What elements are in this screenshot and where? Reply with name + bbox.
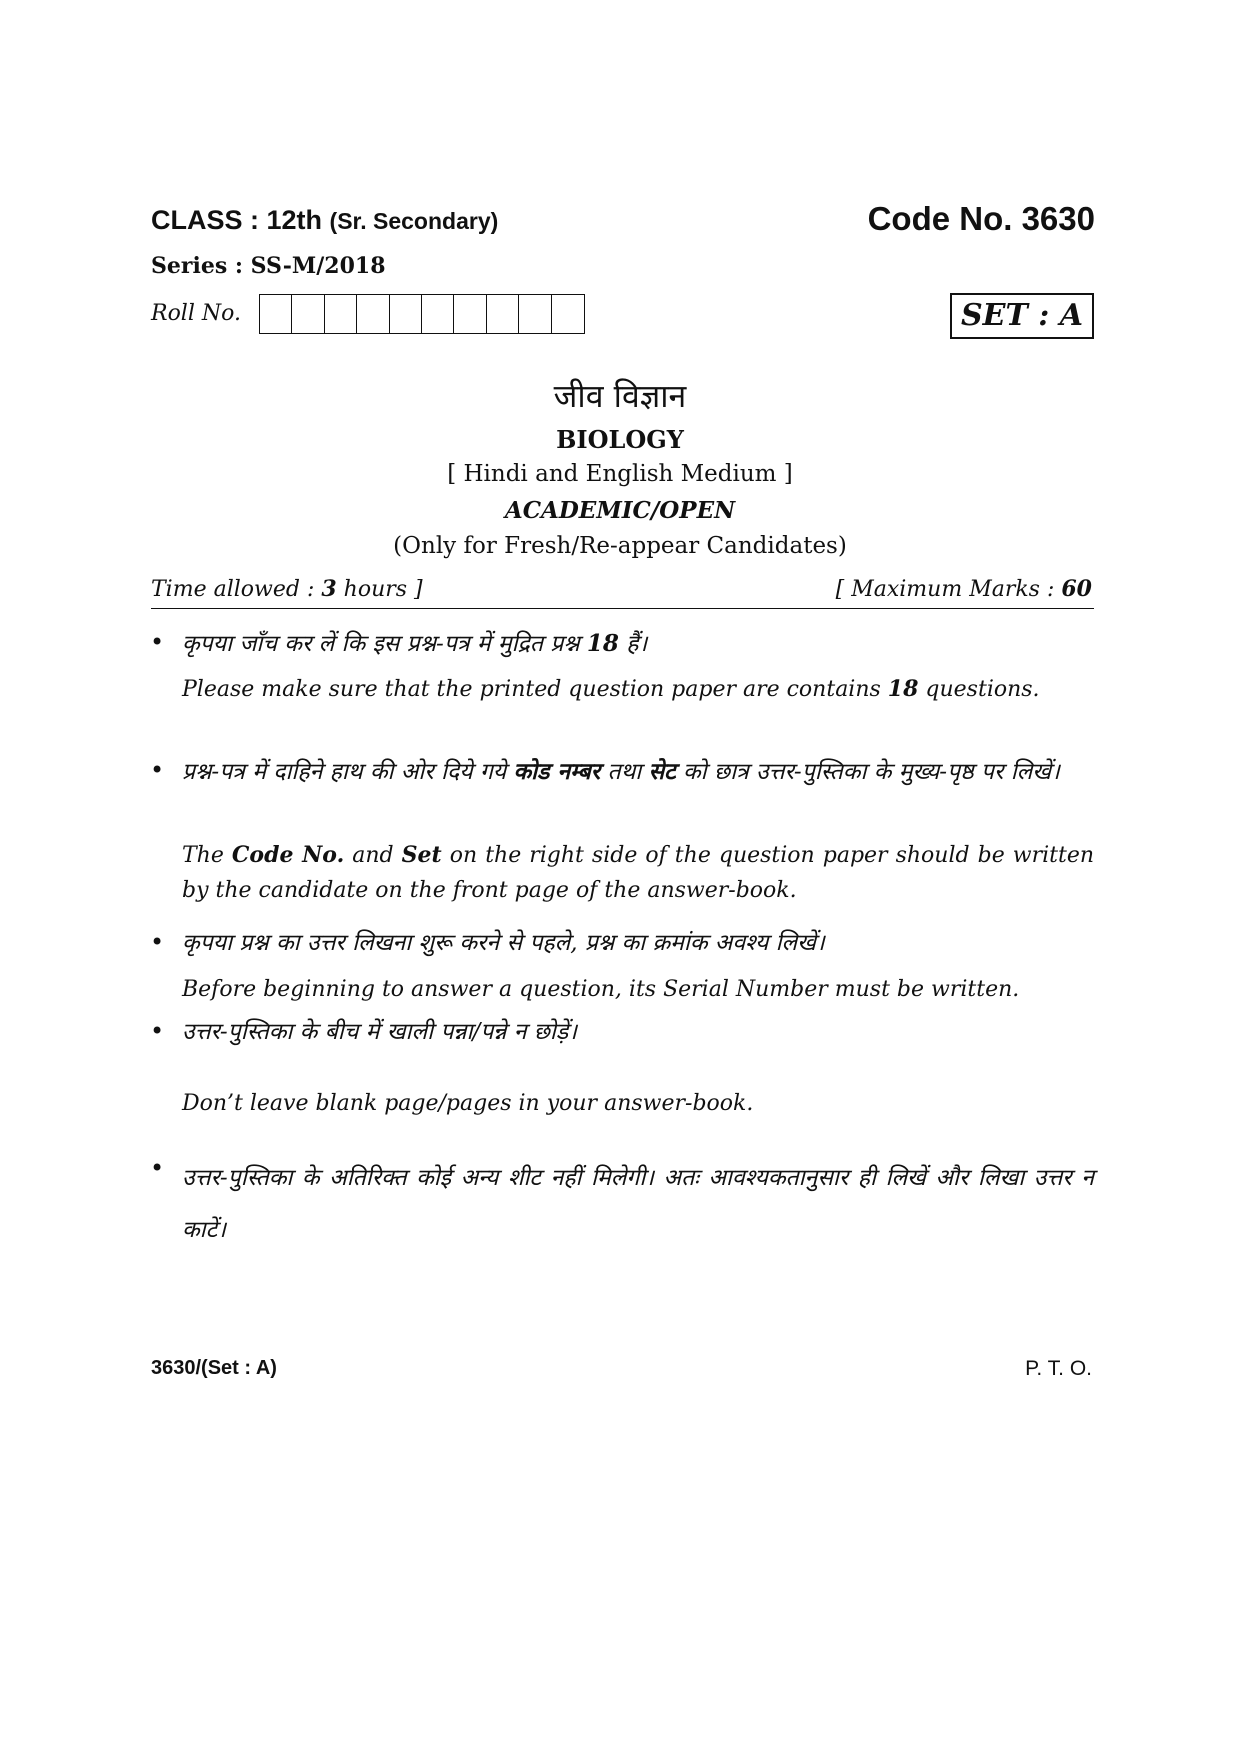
instruction-1-english: Please make sure that the printed question paper are contains 18 questions. — [182, 676, 1040, 702]
instruction-2-hindi: प्रश्न-पत्र में दाहिने हाथ की ओर दिये गये कोड नम्बर तथा सेट को छात्र उत्तर-पुस्तिका के मुख्य-पृष्ठ पर लिखें। — [182, 758, 1060, 785]
candidates-label: (Only for Fresh/Re-appear Candidates) — [393, 533, 847, 559]
instruction-4-english: Don’t leave blank page/pages in your answer-book. — [182, 1091, 754, 1116]
class-label: CLASS : 12th (Sr. Secondary) — [151, 205, 499, 235]
instruction-3-english: Before beginning to answer a question, its Serial Number must be written. — [182, 977, 1020, 1002]
maximum-marks: [ Maximum Marks : 60 — [835, 576, 1092, 602]
subject-title-hindi: जीव विज्ञान — [553, 377, 687, 415]
set-box: SET : A — [950, 293, 1094, 339]
header-divider — [151, 608, 1094, 609]
roll-box — [422, 295, 454, 333]
roll-box — [487, 295, 519, 333]
footer-pto: P. T. O. — [1025, 1357, 1092, 1380]
roll-number-label: Roll No. — [151, 301, 241, 326]
instruction-1-hindi: कृपया जाँच कर लें कि इस प्रश्न-पत्र में मुद्रित प्रश्न 18 हैं। — [182, 630, 648, 657]
bullet-icon: • — [150, 756, 165, 784]
series-label: Series : SS-M/2018 — [151, 253, 386, 279]
roll-box — [357, 295, 389, 333]
instruction-2-english: The Code No. and Set on the right side of the question paper should be written by the candidate on the front page of the answer-book. — [182, 842, 1095, 903]
medium-label: [ Hindi and English Medium ] — [447, 461, 793, 487]
roll-box — [552, 295, 584, 333]
bullet-icon: • — [150, 1017, 165, 1045]
instruction-4-hindi: उत्तर-पुस्तिका के बीच में खाली पन्ना/पन्ने न छोड़ें। — [182, 1019, 577, 1045]
instruction-3-hindi: कृपया प्रश्न का उत्तर लिखना शुरू करने से पहले, प्रश्न का क्रमांक अवश्य लिखें। — [182, 930, 825, 956]
bullet-icon: • — [150, 928, 165, 956]
code-number: Code No. 3630 — [867, 200, 1095, 237]
roll-box — [325, 295, 357, 333]
roll-number-boxes — [259, 294, 585, 334]
stream-label: ACADEMIC/OPEN — [504, 497, 736, 524]
instruction-5-hindi: उत्तर-पुस्तिका के अतिरिक्त कोई अन्य शीट नहीं मिलेगी। अतः आवश्यकतानुसार ही लिखें और लिखा उत्तर न काटें। — [182, 1165, 1094, 1243]
footer-code-set: 3630/(Set : A) — [151, 1357, 277, 1379]
bullet-icon: • — [150, 628, 165, 656]
subject-title-english: BIOLOGY — [556, 425, 684, 454]
roll-box — [390, 295, 422, 333]
roll-box — [260, 295, 292, 333]
bullet-icon: • — [150, 1154, 165, 1182]
roll-box — [519, 295, 551, 333]
roll-box — [292, 295, 324, 333]
time-allowed: Time allowed : 3 hours ] — [151, 576, 423, 602]
class-sub-label: (Sr. Secondary) — [329, 208, 499, 234]
roll-box — [454, 295, 486, 333]
